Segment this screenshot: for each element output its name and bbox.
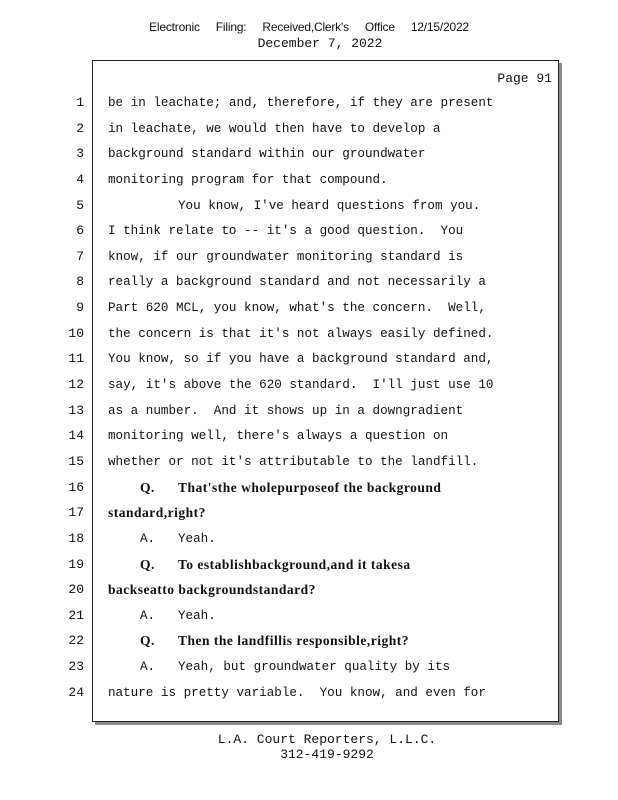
court-reporter-name: L.A. Court Reporters, L.L.C. bbox=[217, 732, 437, 747]
line-text: Yeah, but groundwater quality by its bbox=[178, 660, 451, 675]
line-number: 19 bbox=[68, 556, 84, 572]
answer-line bbox=[108, 659, 553, 685]
speaker-label: A. bbox=[140, 660, 156, 675]
speaker-label: A. bbox=[140, 608, 156, 623]
question-line bbox=[108, 480, 553, 506]
stamp-received: Received,Clerk's bbox=[262, 20, 349, 34]
transcript-line: as a number. And it shows up in a downgradient bbox=[108, 403, 464, 418]
speaker-label: Q. bbox=[140, 556, 155, 572]
line-number: 22 bbox=[68, 633, 84, 649]
line-number: 15 bbox=[68, 453, 84, 469]
line-number: 24 bbox=[68, 684, 84, 700]
stamp-date: 12/15/2022 bbox=[410, 20, 469, 34]
question-line: backseatto backgroundstandard? bbox=[108, 582, 316, 598]
transcript-lines bbox=[108, 95, 553, 710]
footer bbox=[0, 732, 618, 762]
transcript-line: monitoring program for that compound. bbox=[108, 172, 388, 187]
transcript-line: whether or not it's attributable to the landfill. bbox=[108, 454, 479, 469]
line-number: 3 bbox=[76, 146, 84, 162]
transcript-line: Part 620 MCL, you know, what's the concern. Well, bbox=[108, 301, 486, 316]
stamp-office: Office bbox=[364, 20, 395, 34]
line-number: 12 bbox=[68, 377, 84, 393]
line-number: 18 bbox=[68, 530, 84, 546]
transcript-line: say, it's above the 620 standard. I'll just use 10 bbox=[108, 378, 494, 393]
line-number: 7 bbox=[76, 248, 84, 264]
line-number: 6 bbox=[76, 223, 84, 239]
speaker-label: Q. bbox=[140, 479, 155, 495]
line-number: 11 bbox=[68, 351, 84, 367]
transcript-line: You know, so if you have a background standard and, bbox=[108, 352, 494, 367]
line-text: You know, I've heard questions from you. bbox=[178, 198, 481, 213]
transcript-line: really a background standard and not necessarily a bbox=[108, 275, 486, 290]
line-number: 10 bbox=[68, 325, 84, 341]
transcript-line: nature is pretty variable. You know, and even for bbox=[108, 685, 486, 700]
line-number: 14 bbox=[68, 428, 84, 444]
line-number: 13 bbox=[68, 402, 84, 418]
speaker-label: Q. bbox=[140, 633, 155, 649]
question-line bbox=[108, 633, 553, 659]
transcript-line: background standard within our groundwater bbox=[108, 147, 426, 162]
line-number: 21 bbox=[68, 607, 84, 623]
electronic-filing-stamp bbox=[0, 20, 618, 34]
line-number: 17 bbox=[68, 505, 84, 521]
court-reporter-phone: 312-419-9292 bbox=[280, 747, 374, 762]
line-number: 9 bbox=[76, 300, 84, 316]
line-number: 5 bbox=[76, 197, 84, 213]
transcript-line: I think relate to -- it's a good question. You bbox=[108, 224, 464, 239]
line-text: That'sthe wholepurposeof the background bbox=[178, 479, 442, 495]
speaker-label: A. bbox=[140, 531, 156, 546]
line-text: Then the landfillis responsible,right? bbox=[178, 633, 410, 649]
line-number: 16 bbox=[68, 479, 84, 495]
deposition-date: December 7, 2022 bbox=[257, 36, 383, 51]
line-text: Yeah. bbox=[178, 608, 216, 623]
line-number: 20 bbox=[68, 582, 84, 598]
transcript-line: be in leachate; and, therefore, if they are present bbox=[108, 96, 494, 110]
transcript-line: the concern is that it's not always easily defined. bbox=[108, 326, 494, 341]
transcript-line: in leachate, we would then have to develop a bbox=[108, 121, 441, 136]
line-numbers bbox=[60, 95, 84, 710]
line-number: 2 bbox=[76, 120, 84, 136]
transcript-line: monitoring well, there's always a question on bbox=[108, 429, 449, 444]
line-text: Yeah. bbox=[178, 531, 216, 546]
answer-line bbox=[108, 531, 553, 557]
stamp-electronic: Electronic bbox=[149, 20, 200, 34]
line-number: 8 bbox=[76, 274, 84, 290]
question-line bbox=[108, 557, 553, 583]
line-number: 23 bbox=[68, 659, 84, 675]
transcript-line bbox=[108, 198, 553, 224]
line-number: 1 bbox=[76, 95, 84, 110]
stamp-filing: Filing: bbox=[215, 20, 247, 34]
transcript-line: know, if our groundwater monitoring standard is bbox=[108, 249, 464, 264]
answer-line bbox=[108, 608, 553, 634]
page-number: Page 91 bbox=[497, 71, 552, 86]
line-number: 4 bbox=[76, 171, 84, 187]
line-text: To establishbackground,and it takesa bbox=[178, 556, 411, 572]
question-line: standard,right? bbox=[108, 505, 206, 521]
